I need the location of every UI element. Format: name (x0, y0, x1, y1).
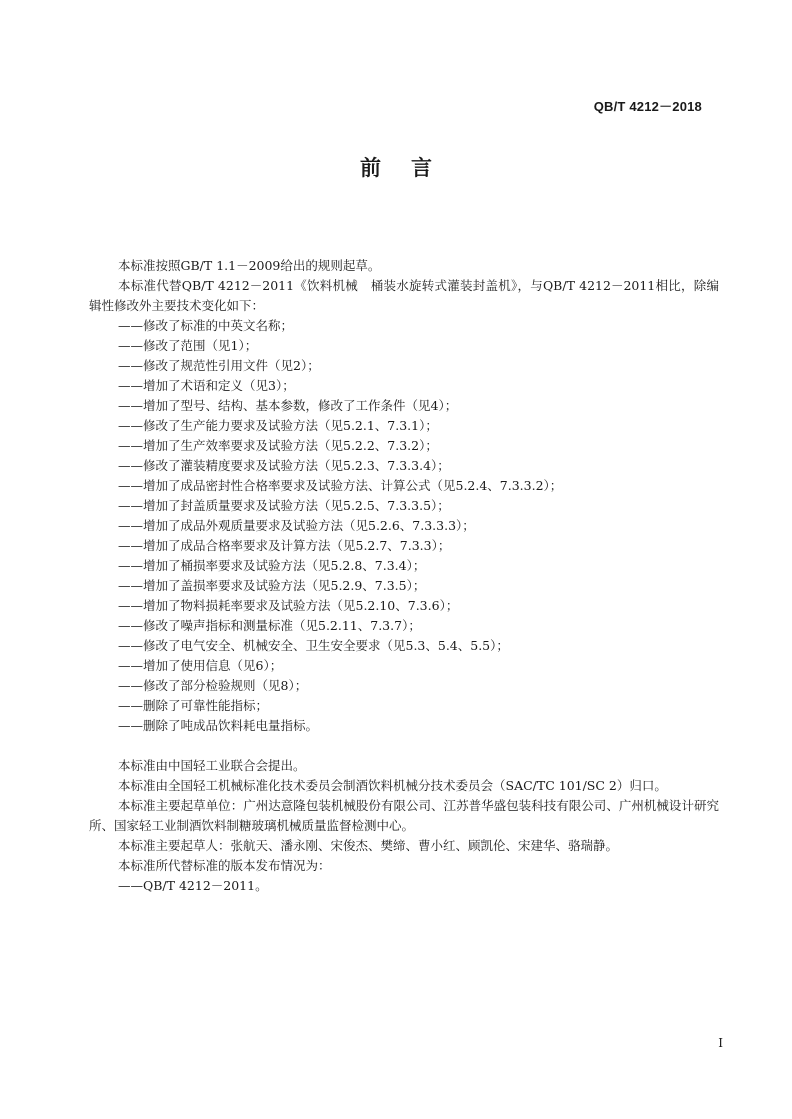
list-item: ——增加了桶损率要求及试验方法（见5.2.8、7.3.4）； (118, 558, 426, 573)
list-item: ——修改了部分检验规则（见8）； (118, 678, 308, 693)
list-item: ——增加了术语和定义（见3）； (118, 378, 295, 393)
list-item: ——修改了生产能力要求及试验方法（见5.2.1、7.3.1）； (118, 418, 438, 433)
page-number: I (718, 1036, 723, 1050)
list-item: ——增加了封盖质量要求及试验方法（见5.2.5、7.3.3.5）； (118, 498, 450, 513)
changes-list (89, 316, 719, 736)
page-title (0, 152, 792, 182)
title-char-2: 言 (411, 156, 432, 180)
intro-paragraph-2: 本标准代替QB/T 4212－2011《饮料机械 桶装水旋转式灌装封盖机》，与QB/T 4212－2011相比，除编辑性修改外主要技术变化如下： (89, 278, 719, 313)
list-item: ——修改了标准的中英文名称； (118, 318, 294, 333)
list-item: ——增加了生产效率要求及试验方法（见5.2.2、7.3.2）； (118, 438, 438, 453)
history-intro-paragraph: 本标准所代替标准的版本发布情况为： (118, 858, 331, 873)
drafters-paragraph: 本标准主要起草人：张航天、潘永刚、宋俊杰、樊缔、曹小红、顾凯伦、宋建华、骆瑞静。 (118, 838, 619, 853)
list-item: ——增加了盖损率要求及试验方法（见5.2.9、7.3.5）； (118, 578, 426, 593)
title-char-1: 前 (360, 156, 381, 180)
list-item: ——增加了物料损耗率要求及试验方法（见5.2.10、7.3.6）； (118, 598, 459, 613)
centralized-by-paragraph: 本标准由全国轻工机械标准化技术委员会制酒饮料机械分技术委员会（SAC/TC 101/SC 2）归口。 (118, 778, 667, 793)
document-body (89, 256, 719, 896)
list-item: ——修改了噪声指标和测量标准（见5.2.11、7.3.7）； (118, 618, 421, 633)
list-item: ——增加了使用信息（见6）； (118, 658, 283, 673)
list-item: ——增加了成品合格率要求及计算方法（见5.2.7、7.3.3）； (118, 538, 451, 553)
list-item: ——修改了规范性引用文件（见2）； (118, 358, 320, 373)
list-item: ——删除了吨成品饮料耗电量指标。 (118, 718, 319, 733)
history-item: ——QB/T 4212－2011。 (118, 878, 268, 893)
list-item: ——增加了成品密封性合格率要求及试验方法、计算公式（见5.2.4、7.3.3.2）； (118, 478, 563, 493)
list-item: ——增加了型号、结构、基本参数，修改了工作条件（见4）； (118, 398, 458, 413)
list-item: ——修改了灌装精度要求及试验方法（见5.2.3、7.3.3.4）； (118, 458, 450, 473)
intro-paragraph-1: 本标准按照GB/T 1.1－2009给出的规则起草。 (118, 258, 381, 273)
list-item: ——增加了成品外观质量要求及试验方法（见5.2.6、7.3.3.3）； (118, 518, 475, 533)
list-item: ——修改了范围（见1）； (118, 338, 258, 353)
drafting-units-paragraph: 本标准主要起草单位：广州达意隆包装机械股份有限公司、江苏普华盛包装科技有限公司、广州机械设计研究所、国家轻工业制酒饮料制糖玻璃机械质量监督检测中心。 (89, 798, 719, 833)
proposed-by-paragraph: 本标准由中国轻工业联合会提出。 (118, 758, 306, 773)
section-gap (89, 736, 719, 756)
standard-code: QB/T 4212－2018 (593, 99, 702, 114)
list-item: ——删除了可靠性能指标； (118, 698, 269, 713)
list-item: ——修改了电气安全、机械安全、卫生安全要求（见5.3、5.4、5.5）； (118, 638, 509, 653)
